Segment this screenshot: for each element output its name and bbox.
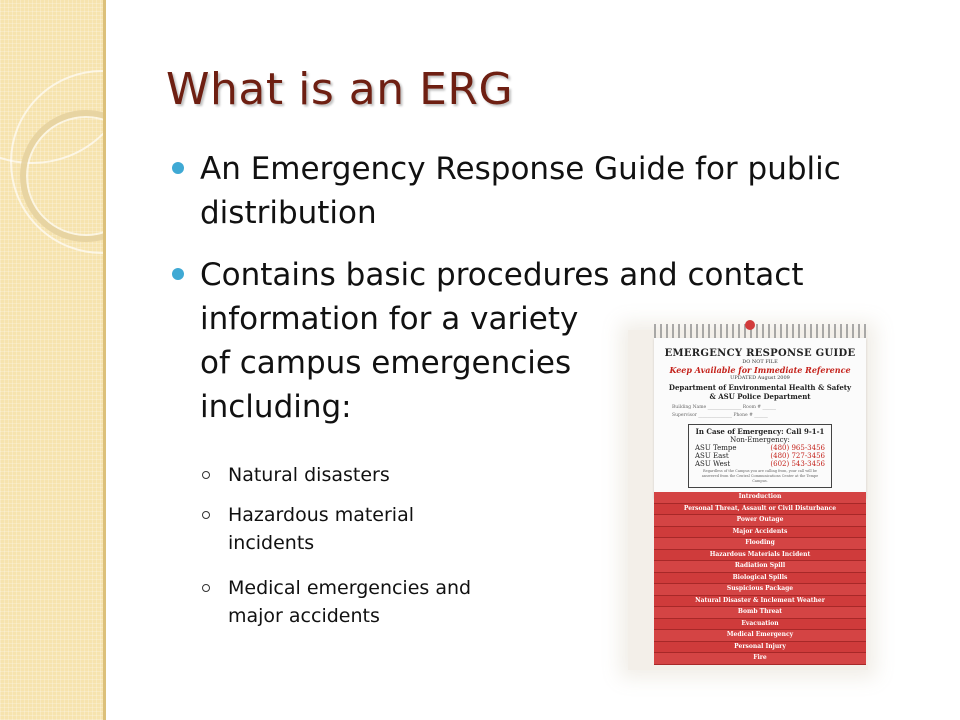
strip-border-line <box>103 0 106 720</box>
campus-name: ASU West <box>695 460 731 468</box>
sub-bullet-text-line: incidents <box>228 532 315 554</box>
sub-bullet-text-line: Natural disasters <box>228 464 390 486</box>
sub-bullet-text-line: major accidents <box>228 605 380 627</box>
guide-tab: Medical Emergency <box>654 630 866 642</box>
campus-row <box>695 444 825 452</box>
guide-tab: Introduction <box>654 492 866 504</box>
guide-tab: Major Accidents <box>654 527 866 539</box>
guide-tab: Biological Spills <box>654 573 866 585</box>
slide-title: What is an ERG <box>166 64 514 115</box>
campus-name: ASU Tempe <box>695 444 737 452</box>
call-fine-print: Regardless of the Campus you are calling from, your call will be answered from the Central Communications Center at the Tempe Campus. <box>701 469 819 483</box>
guide-department <box>654 383 866 401</box>
guide-form-line: Building Name _______________ Room # ______ <box>672 405 776 410</box>
sub-bullet-item <box>228 461 390 489</box>
bullet-text-line: of campus emergencies <box>200 345 572 381</box>
bullet-dot-icon <box>172 268 184 280</box>
guide-cover-card <box>654 338 866 498</box>
guide-department-line: & ASU Police Department <box>709 392 811 401</box>
guide-section-tabs <box>654 492 866 665</box>
sub-bullet-ring-icon <box>202 511 210 519</box>
sub-bullet-ring-icon <box>202 584 210 592</box>
guide-tab: Hazardous Materials Incident <box>654 550 866 562</box>
bullet-text-line: distribution <box>200 195 377 231</box>
campus-row <box>695 452 825 460</box>
bullet-dot-icon <box>172 162 184 174</box>
guide-tab: Flooding <box>654 538 866 550</box>
campus-number: (602) 543-3456 <box>770 460 825 468</box>
campus-name: ASU East <box>695 452 729 460</box>
sub-bullet-text-line: Medical emergencies and <box>228 577 472 599</box>
guide-tab: Natural Disaster & Inclement Weather <box>654 596 866 608</box>
sub-bullet-ring-icon <box>202 471 210 479</box>
campus-number: (480) 965-3456 <box>770 444 825 452</box>
bullet-text-line: information for a variety <box>200 301 579 337</box>
decorative-side-strip <box>0 0 106 720</box>
campus-row <box>695 460 825 468</box>
guide-tab: Suspicious Package <box>654 584 866 596</box>
guide-tab: Personal Threat, Assault or Civil Disturbance <box>654 504 866 516</box>
guide-do-not-file: DO NOT FILE <box>742 359 778 365</box>
guide-department-line: Department of Environmental Health & Safety <box>668 383 852 392</box>
bullet-text-line: An Emergency Response Guide for public <box>200 151 841 187</box>
guide-tab: Power Outage <box>654 515 866 527</box>
non-emergency-label: Non-Emergency: <box>730 436 790 444</box>
guide-updated: UPDATED August 2009 <box>730 375 790 381</box>
guide-tab: Personal Injury <box>654 642 866 654</box>
bullet-item <box>200 147 940 235</box>
guide-keep-available: Keep Available for Immediate Reference <box>669 365 851 375</box>
guide-tab: Bomb Threat <box>654 607 866 619</box>
guide-header: EMERGENCY RESPONSE GUIDE <box>664 348 856 359</box>
sub-bullet-text-line: Hazardous material <box>228 504 414 526</box>
guide-tab: Fire <box>654 653 866 665</box>
campus-number: (480) 727-3456 <box>770 452 825 460</box>
guide-tab: Radiation Spill <box>654 561 866 573</box>
call-title: In Case of Emergency: Call 9-1-1 <box>695 427 825 436</box>
guide-form-lines <box>654 404 866 420</box>
bullet-text-line: including: <box>200 389 352 425</box>
sub-bullet-item <box>228 574 471 630</box>
guide-form-line: Supervisor _______________ Phone # ______ <box>672 413 768 418</box>
guide-tab: Evacuation <box>654 619 866 631</box>
emergency-call-box <box>688 424 832 488</box>
bullet-text-line: Contains basic procedures and contact <box>200 257 804 293</box>
sub-bullet-item <box>228 501 414 557</box>
pin-icon <box>745 320 755 330</box>
